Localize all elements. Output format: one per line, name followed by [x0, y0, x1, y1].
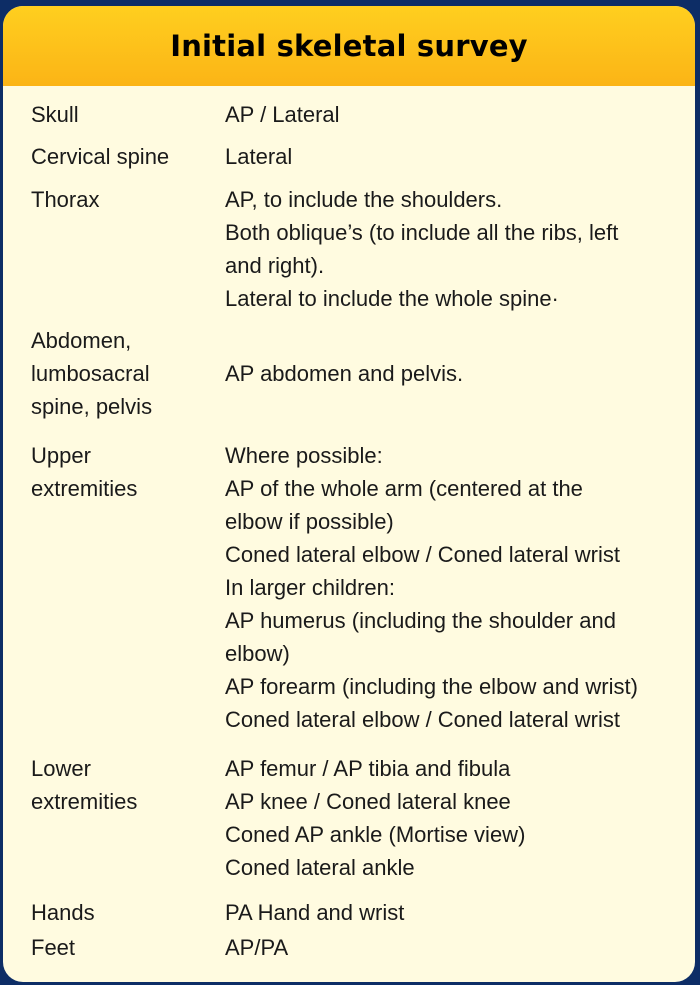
label-line: Lower — [31, 756, 91, 781]
label-line: extremities — [31, 476, 138, 501]
desc-line: AP femur / AP tibia and fibula — [225, 756, 511, 781]
desc-line: PA Hand and wrist — [225, 900, 405, 925]
card-header — [3, 6, 695, 86]
desc-line: and right). — [225, 253, 325, 278]
row-label — [31, 324, 221, 423]
label-line: Thorax — [31, 187, 100, 212]
desc-line: Coned lateral ankle — [225, 855, 415, 880]
label-line: Upper — [31, 443, 91, 468]
row-description — [225, 140, 685, 173]
row-description — [225, 439, 685, 736]
label-line: Skull — [31, 102, 79, 127]
desc-line: elbow) — [225, 641, 290, 666]
row-label — [31, 752, 221, 818]
card-title: Initial skeletal survey — [170, 29, 528, 63]
row-label — [31, 931, 221, 964]
desc-line: AP forearm (including the elbow and wrist) — [225, 674, 638, 699]
desc-line: Coned AP ankle (Mortise view) — [225, 822, 526, 847]
desc-line: Coned lateral elbow / Coned lateral wrist — [225, 707, 620, 732]
desc-line: AP abdomen and pelvis. — [225, 361, 464, 386]
desc-line: elbow if possible) — [225, 509, 394, 534]
row-description — [225, 98, 685, 131]
label-line: Hands — [31, 900, 95, 925]
skeletal-survey-card — [3, 6, 695, 982]
desc-line: AP, to include the shoulders. — [225, 187, 503, 212]
row-description — [225, 357, 685, 390]
row-description — [225, 896, 685, 929]
desc-line: AP/PA — [225, 935, 289, 960]
row-description — [225, 752, 685, 884]
label-line: Abdomen, — [31, 328, 132, 353]
row-label — [31, 896, 221, 929]
row-label — [31, 183, 221, 216]
desc-line: Lateral — [225, 144, 293, 169]
desc-line: AP humerus (including the shoulder and — [225, 608, 616, 633]
desc-line: Lateral to include the whole spine· — [225, 286, 559, 311]
row-description — [225, 183, 685, 315]
row-description — [225, 931, 685, 964]
label-line: extremities — [31, 789, 138, 814]
row-label — [31, 439, 221, 505]
desc-line: AP of the whole arm (centered at the — [225, 476, 583, 501]
desc-line: AP knee / Coned lateral knee — [225, 789, 511, 814]
desc-line: AP / Lateral — [225, 102, 340, 127]
label-line: Feet — [31, 935, 76, 960]
desc-line: In larger children: — [225, 575, 395, 600]
label-line: lumbosacral — [31, 361, 150, 386]
desc-line: Coned lateral elbow / Coned lateral wrist — [225, 542, 620, 567]
row-label — [31, 98, 221, 131]
label-line: Cervical spine — [31, 144, 170, 169]
desc-line: Both oblique’s (to include all the ribs, left — [225, 220, 619, 245]
label-line: spine, pelvis — [31, 394, 153, 419]
desc-line: Where possible: — [225, 443, 383, 468]
row-label — [31, 140, 221, 173]
